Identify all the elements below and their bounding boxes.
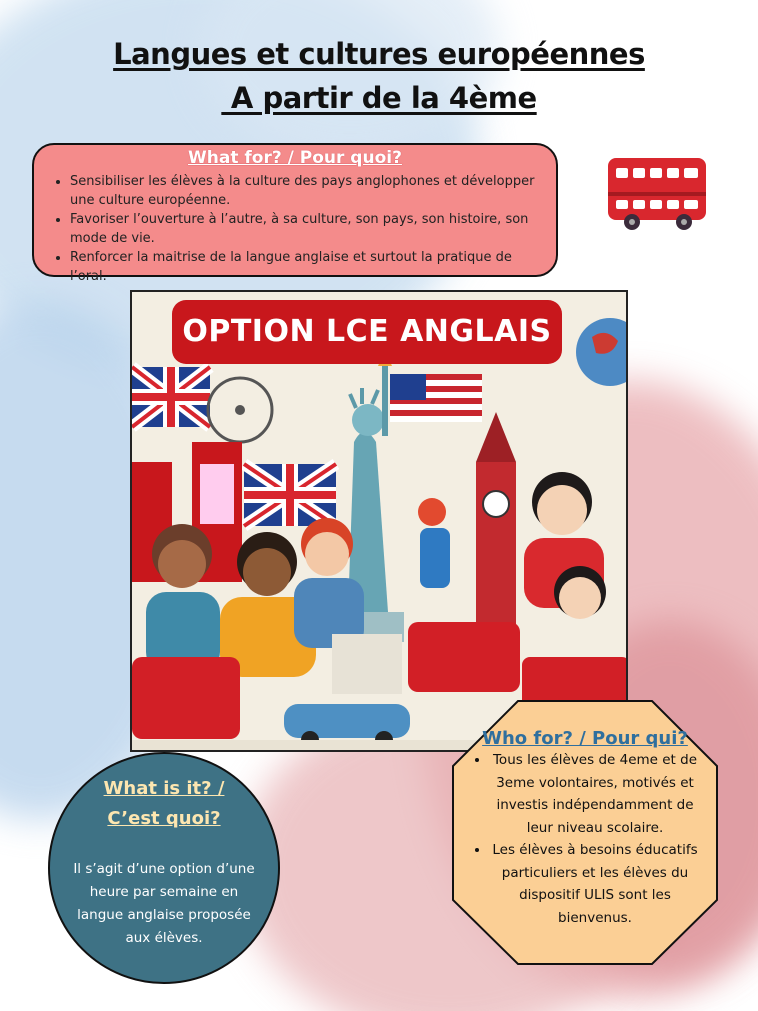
- what-is-it-circle: [48, 752, 280, 984]
- what-is-it-heading-line-1: What is it? /: [103, 778, 225, 799]
- list-item: • Renforcer la maitrise de la langue anglaise et surtout la pratique de l’oral.: [70, 248, 556, 286]
- list-item: • Les élèves à besoins éducatifs particuliers et les élèves du dispositif ULIS sont les bienvenus.: [490, 839, 700, 929]
- poster-illustration: [130, 290, 628, 752]
- title-line-1: Langues et cultures européennes: [113, 37, 645, 71]
- poster-title: OPTION LCE ANGLAIS: [172, 300, 562, 364]
- who-for-list: [452, 749, 718, 929]
- list-item: • Sensibiliser les élèves à la culture des pays anglophones et développer une culture européenne.: [70, 172, 556, 210]
- who-for-heading: Who for? / Pour qui?: [482, 728, 688, 749]
- list-item: • Favoriser l’ouverture à l’autre, à sa culture, son pays, son histoire, son mode de vie.: [70, 210, 556, 248]
- what-is-it-text: Il s’agit d’une option d’une heure par semaine en langue anglaise proposée aux élèves.: [73, 861, 255, 946]
- what-is-it-heading: [50, 774, 278, 834]
- double-decker-bus-icon: [606, 156, 710, 234]
- who-for-box: [452, 700, 718, 965]
- what-for-box: [32, 143, 558, 284]
- list-item: • Tous les élèves de 4eme et de 3eme volontaires, motivés et investis indépendamment de leur niveau scolaire.: [490, 749, 700, 839]
- what-for-list: [34, 172, 556, 286]
- page-title: [0, 32, 758, 120]
- title-line-2: A partir de la 4ème: [221, 81, 537, 115]
- what-for-heading: What for? / Pour quoi?: [188, 148, 402, 168]
- what-is-it-heading-line-2: C’est quoi?: [107, 808, 221, 829]
